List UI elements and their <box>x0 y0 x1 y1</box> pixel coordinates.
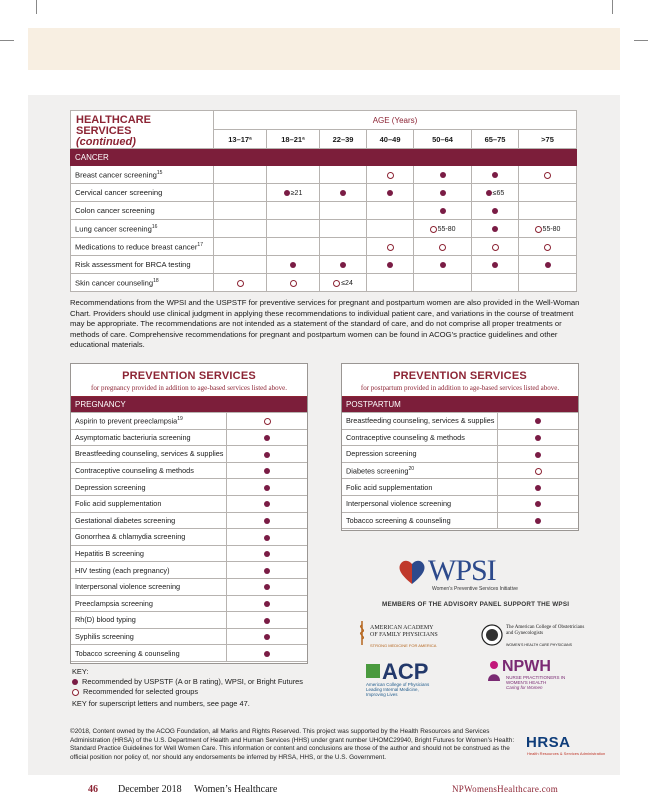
service-label: Cervical cancer screening <box>75 188 163 197</box>
acog-tagline: WOMEN’S HEALTH CARE PHYSICIANS <box>506 643 573 647</box>
age-cell <box>414 202 472 220</box>
key-selected-text: Recommended for selected groups <box>83 687 199 696</box>
service-name <box>71 562 227 579</box>
recommendation-cell <box>227 512 307 529</box>
service-label: Depression screening <box>75 482 146 492</box>
age-cell <box>471 202 518 220</box>
service-label: Interpersonal violence screening <box>75 582 181 592</box>
age-cell <box>367 184 414 202</box>
members-text: MEMBERS OF THE ADVISORY PANEL SUPPORT THE WPSI <box>382 601 570 608</box>
open-circle-icon <box>430 226 437 233</box>
age-cell <box>267 202 320 220</box>
table-row <box>71 545 307 562</box>
age-cell <box>267 184 320 202</box>
service-label: Folic acid supplementation <box>75 499 162 509</box>
age-cell <box>214 166 267 184</box>
service-label: Tobacco screening & counseling <box>346 515 451 525</box>
open-circle-icon <box>439 244 446 251</box>
postpartum-box-title: PREVENTION SERVICES <box>393 370 527 382</box>
pregnancy-header: PREGNANCY <box>71 397 307 413</box>
filled-dot-icon <box>264 435 270 441</box>
table-row <box>71 628 307 645</box>
recommendations-paragraph: Recommendations from the WPSI and the USPSTF for preventive services for pregnant and postpartum women are also provided in the Well-Woman Chart. Providers should use clinical judgment in applying these recommendations to individual patient care, and variations in the course of treatment may be appropriate. The recommendations are not intended as a statement of the standard of care, and do not comprise all proper treatments or methods of care. Comprehensive recommendations for pregnant and postpartum women can be found in ACOG’s practice guidelines and other educational materials. <box>70 298 580 349</box>
age-cell <box>414 238 472 256</box>
recommendation-cell <box>227 495 307 512</box>
age-cell <box>471 256 518 274</box>
age-cell <box>320 238 367 256</box>
wpsi-wordmark: WPSI <box>428 554 496 587</box>
healthcare-services-table <box>70 110 577 292</box>
age-cell <box>414 256 472 274</box>
postpartum-table <box>342 397 578 529</box>
issue-date: December 2018 <box>118 784 182 795</box>
recommendation-cell <box>227 446 307 463</box>
service-name <box>342 462 498 479</box>
service-label: Contraceptive counseling & methods <box>75 466 194 476</box>
age-cell <box>320 220 367 238</box>
recommendation-cell <box>498 462 578 479</box>
service-name <box>71 274 214 292</box>
open-circle-icon <box>492 244 499 251</box>
age-column-header: 22–39 <box>320 130 367 149</box>
acog-seal-icon <box>481 624 503 646</box>
heart-icon <box>398 558 426 586</box>
key-superscript-note: KEY for superscript letters and numbers, see page 47. <box>72 699 250 708</box>
table-row <box>71 645 307 662</box>
service-name <box>342 446 498 463</box>
recommendation-cell <box>227 612 307 629</box>
footnote-ref: 19 <box>177 416 183 423</box>
open-circle-icon <box>290 280 297 287</box>
age-cell <box>519 166 577 184</box>
service-name <box>71 529 227 546</box>
filled-dot-icon <box>535 418 541 424</box>
copyright-text: ©2018, Content owned by the ACOG Foundation, all Marks and Rights Reserved. This project was supported by the Health Resources and Services Administration (HRSA) of the U.S. Department of Health and Human Services (HHS) under grant number UHOMC29940, Bright Futures for Women’s Health: Standard Practice Guidelines for Well Women Care. This information or content and conclusions are those of the author and should not be construed as the official position nor policy of, nor should any endorsements be inferred by HRSA, HHS, or the U.S. Government. <box>70 728 515 761</box>
age-cell <box>267 256 320 274</box>
filled-dot-icon <box>264 501 270 507</box>
footnote-ref: 18 <box>153 277 159 284</box>
pregnancy-prevention-box <box>70 363 308 664</box>
age-cell <box>214 220 267 238</box>
service-name <box>71 628 227 645</box>
service-name <box>71 256 214 274</box>
filled-dot-icon <box>535 435 541 441</box>
service-label: Diabetes screening <box>346 466 409 476</box>
service-name <box>342 495 498 512</box>
age-column-header: 40–49 <box>367 130 414 149</box>
age-qualifier: ≤65 <box>492 189 505 197</box>
service-name <box>71 595 227 612</box>
age-cell <box>367 166 414 184</box>
filled-dot-icon <box>264 535 270 541</box>
filled-dot-icon <box>264 584 270 590</box>
service-label: Aspirin to prevent preeclampsia <box>75 416 178 426</box>
filled-dot-icon <box>440 172 446 178</box>
table-row <box>342 479 578 496</box>
age-cell <box>367 256 414 274</box>
crop-mark <box>612 0 613 14</box>
crop-mark <box>0 40 14 41</box>
filled-dot-icon <box>492 262 498 268</box>
table-row <box>71 202 577 220</box>
filled-dot-icon <box>264 468 270 474</box>
service-name <box>342 512 498 529</box>
table-row <box>71 220 577 238</box>
age-column-header: >75 <box>519 130 577 149</box>
service-label: Breastfeeding counseling, services & supplies <box>75 449 224 459</box>
table-row <box>71 446 307 463</box>
age-cell <box>471 238 518 256</box>
recommendation-cell <box>227 645 307 662</box>
recommendation-cell <box>227 628 307 645</box>
table-row <box>342 446 578 463</box>
age-cell <box>519 238 577 256</box>
age-cell <box>214 274 267 292</box>
hrsa-logo: HRSA <box>526 734 571 751</box>
table-row <box>342 512 578 529</box>
open-circle-icon <box>535 468 542 475</box>
service-name <box>71 545 227 562</box>
age-cell <box>367 220 414 238</box>
age-cell <box>414 274 472 292</box>
table-row <box>71 578 307 595</box>
npwh-name: NURSE PRACTITIONERS IN WOMEN’S HEALTH <box>506 675 566 685</box>
filled-dot-icon <box>535 485 541 491</box>
filled-dot-icon <box>290 262 296 268</box>
filled-dot-icon <box>535 452 541 458</box>
recommendation-cell <box>227 413 307 430</box>
footnote-ref: 20 <box>408 465 415 472</box>
npwh-wordmark: NPWH <box>502 658 551 675</box>
open-circle-icon <box>72 689 79 696</box>
service-name <box>71 645 227 662</box>
recommendation-cell <box>498 429 578 446</box>
table-row <box>71 429 307 446</box>
staff-icon <box>356 620 368 646</box>
service-name <box>71 220 214 238</box>
recommendation-cell <box>227 479 307 496</box>
recommendation-cell <box>498 512 578 529</box>
filled-dot-icon <box>535 518 541 524</box>
age-cell <box>267 220 320 238</box>
postpartum-prevention-box <box>341 363 579 531</box>
age-cell <box>367 202 414 220</box>
table-row <box>71 413 307 430</box>
service-name <box>71 446 227 463</box>
age-cell <box>320 256 367 274</box>
service-label: Tobacco screening & counseling <box>75 648 180 658</box>
recommendation-cell <box>227 529 307 546</box>
recommendation-cell <box>227 595 307 612</box>
aafp-name: AMERICAN ACADEMY OF FAMILY PHYSICIANS <box>370 625 438 638</box>
crop-mark <box>634 40 648 41</box>
key-recommended <box>72 677 303 687</box>
acp-name: American College of Physicians <box>366 682 430 687</box>
table-row <box>342 429 578 446</box>
recommendation-cell <box>498 446 578 463</box>
table-title <box>71 111 214 149</box>
footnote-ref: 17 <box>197 241 203 248</box>
age-cell <box>320 202 367 220</box>
service-name <box>71 512 227 529</box>
age-cell <box>519 274 577 292</box>
table-row <box>342 413 578 430</box>
acp-tagline: Leading Internal Medicine, Improving Lives <box>366 687 419 697</box>
filled-dot-icon <box>284 190 290 196</box>
crop-mark <box>36 0 37 14</box>
filled-dot-icon <box>264 551 270 557</box>
header-band <box>28 28 620 70</box>
recommendation-cell <box>227 545 307 562</box>
recommendation-cell <box>498 413 578 430</box>
service-name <box>342 479 498 496</box>
filled-dot-icon <box>264 518 270 524</box>
table-title-text: HEALTHCARE SERVICES <box>76 114 151 137</box>
age-cell <box>267 274 320 292</box>
age-cell <box>214 202 267 220</box>
aafp-tagline: STRONG MEDICINE FOR AMERICA <box>370 643 437 648</box>
magazine-name: Women’s Healthcare <box>194 784 278 795</box>
table-row <box>71 184 577 202</box>
age-cell <box>414 184 472 202</box>
age-cell <box>414 166 472 184</box>
service-name <box>71 479 227 496</box>
open-circle-icon <box>544 172 551 179</box>
age-cell <box>267 166 320 184</box>
service-label: Depression screening <box>346 449 417 459</box>
age-qualifier: 55-80 <box>437 225 456 233</box>
filled-dot-icon <box>492 226 498 232</box>
service-name <box>71 429 227 446</box>
age-cell <box>519 184 577 202</box>
service-label: Lung cancer screening <box>75 224 152 234</box>
service-label: Skin cancer counseling <box>75 278 154 288</box>
filled-dot-icon <box>492 172 498 178</box>
service-name <box>71 413 227 430</box>
npwh-tagline: Caring for Women <box>506 685 543 690</box>
open-circle-icon <box>544 244 551 251</box>
filled-dot-icon <box>264 618 270 624</box>
table-row <box>342 495 578 512</box>
age-cell <box>367 238 414 256</box>
age-cell <box>471 166 518 184</box>
npwh-figure-icon <box>486 660 502 682</box>
key-recommended-text: Recommended by USPSTF (A or B rating), WPSI, or Bright Futures <box>82 677 303 686</box>
service-label: Breast cancer screening <box>75 170 157 180</box>
service-name <box>71 184 214 202</box>
service-label: Syphilis screening <box>75 632 134 642</box>
filled-dot-icon <box>340 262 346 268</box>
page-number: 46 <box>88 784 98 795</box>
age-cell <box>320 274 367 292</box>
filled-dot-icon <box>264 452 270 458</box>
filled-dot-icon <box>440 208 446 214</box>
recommendation-cell <box>227 562 307 579</box>
filled-dot-icon <box>492 208 498 214</box>
open-circle-icon <box>237 280 244 287</box>
table-row <box>71 462 307 479</box>
table-row <box>71 166 577 184</box>
filled-dot-icon <box>264 601 270 607</box>
acp-wordmark: ACP <box>382 659 429 684</box>
filled-dot-icon <box>264 634 270 640</box>
service-name <box>71 202 214 220</box>
service-label: Hepatitis B screening <box>75 549 144 559</box>
age-cell <box>214 238 267 256</box>
age-cell <box>519 220 577 238</box>
age-cell <box>519 202 577 220</box>
age-header: AGE (Years) <box>214 111 577 130</box>
website-url: NPWomensHealthcare.com <box>452 784 559 794</box>
key-legend <box>72 667 303 709</box>
filled-dot-icon <box>387 190 393 196</box>
recommendation-cell <box>227 462 307 479</box>
service-label: Gestational diabetes screening <box>75 515 176 525</box>
filled-dot-icon <box>440 262 446 268</box>
age-cell <box>471 220 518 238</box>
filled-dot-icon <box>535 501 541 507</box>
table-row <box>71 512 307 529</box>
service-name <box>71 462 227 479</box>
age-qualifier: ≥21 <box>290 189 303 197</box>
service-name <box>71 166 214 184</box>
key-selected <box>72 687 303 697</box>
key-title: KEY: <box>72 667 89 676</box>
age-cell <box>320 166 367 184</box>
filled-dot-icon <box>545 262 551 268</box>
open-circle-icon <box>333 280 340 287</box>
service-label: Rh(D) blood typing <box>75 615 136 625</box>
filled-dot-icon <box>264 568 270 574</box>
age-qualifier: 55-80 <box>542 225 561 233</box>
acog-name: The American College of Obstetricians and Gynecologists <box>506 625 585 636</box>
service-label: Colon cancer screening <box>75 206 155 215</box>
acp-subtitle <box>366 682 436 697</box>
service-label: Preeclampsia screening <box>75 598 153 608</box>
service-name <box>71 238 214 256</box>
footnote-ref: 16 <box>151 223 158 230</box>
recommendation-cell <box>227 429 307 446</box>
service-name <box>71 578 227 595</box>
table-subtitle: (continued) <box>76 136 136 148</box>
filled-dot-icon <box>486 190 492 196</box>
table-row <box>71 495 307 512</box>
category-cancer: CANCER <box>71 149 577 166</box>
table-row <box>71 479 307 496</box>
npwh-subtitle <box>506 675 586 690</box>
filled-dot-icon <box>387 262 393 268</box>
table-row <box>71 529 307 546</box>
footnote-ref: 15 <box>156 169 163 176</box>
recommendation-cell <box>498 495 578 512</box>
wpsi-subtitle: Women’s Preventive Services Initiative <box>432 586 518 592</box>
filled-dot-icon <box>72 679 78 685</box>
filled-dot-icon <box>440 190 446 196</box>
table-row <box>71 595 307 612</box>
pregnancy-table <box>71 397 307 662</box>
age-cell <box>367 274 414 292</box>
age-cell <box>214 184 267 202</box>
hrsa-subtitle: Health Resources & Services Administration <box>527 751 606 756</box>
service-name <box>342 429 498 446</box>
open-circle-icon <box>264 418 271 425</box>
acp-square-icon <box>366 664 380 678</box>
recommendation-cell <box>227 578 307 595</box>
service-label: Contraceptive counseling & methods <box>346 432 465 442</box>
service-label: Risk assessment for BRCA testing <box>75 260 191 269</box>
service-name <box>71 612 227 629</box>
table-row <box>342 462 578 479</box>
service-label: Medications to reduce breast cancer <box>75 242 198 252</box>
pregnancy-box-subtitle: for pregnancy provided in addition to age-based services listed above. <box>91 384 287 392</box>
age-cell <box>519 256 577 274</box>
age-column-header: 18–21ª <box>267 130 320 149</box>
age-column-header: 13–17ª <box>214 130 267 149</box>
age-cell <box>267 238 320 256</box>
recommendation-cell <box>498 479 578 496</box>
service-name <box>342 413 498 430</box>
age-cell <box>320 184 367 202</box>
service-label: Breastfeeding counseling, services & supplies <box>346 416 495 426</box>
open-circle-icon <box>387 244 394 251</box>
table-row <box>71 238 577 256</box>
table-row <box>71 562 307 579</box>
filled-dot-icon <box>264 485 270 491</box>
postpartum-box-subtitle: for postpartum provided in addition to age-based services listed above. <box>360 384 560 392</box>
age-cell <box>214 256 267 274</box>
age-cell <box>471 274 518 292</box>
service-label: Interpersonal violence screening <box>346 499 452 509</box>
table-row <box>71 274 577 292</box>
service-label: HIV testing (each pregnancy) <box>75 565 170 575</box>
filled-dot-icon <box>340 190 346 196</box>
pregnancy-box-title: PREVENTION SERVICES <box>122 370 256 382</box>
age-cell <box>414 220 472 238</box>
age-cell <box>471 184 518 202</box>
service-name <box>71 495 227 512</box>
age-qualifier: ≤24 <box>341 279 353 287</box>
open-circle-icon <box>387 172 394 179</box>
postpartum-header: POSTPARTUM <box>342 397 578 413</box>
service-label: Asymptomatic bacteriuria screening <box>75 432 191 442</box>
age-column-header: 50–64 <box>414 130 472 149</box>
open-circle-icon <box>535 226 542 233</box>
filled-dot-icon <box>264 651 270 657</box>
service-label: Folic acid supplementation <box>346 482 433 492</box>
age-column-header: 65–75 <box>471 130 518 149</box>
table-row <box>71 612 307 629</box>
table-row <box>71 256 577 274</box>
service-label: Gonorrhea & chlamydia screening <box>75 532 186 542</box>
